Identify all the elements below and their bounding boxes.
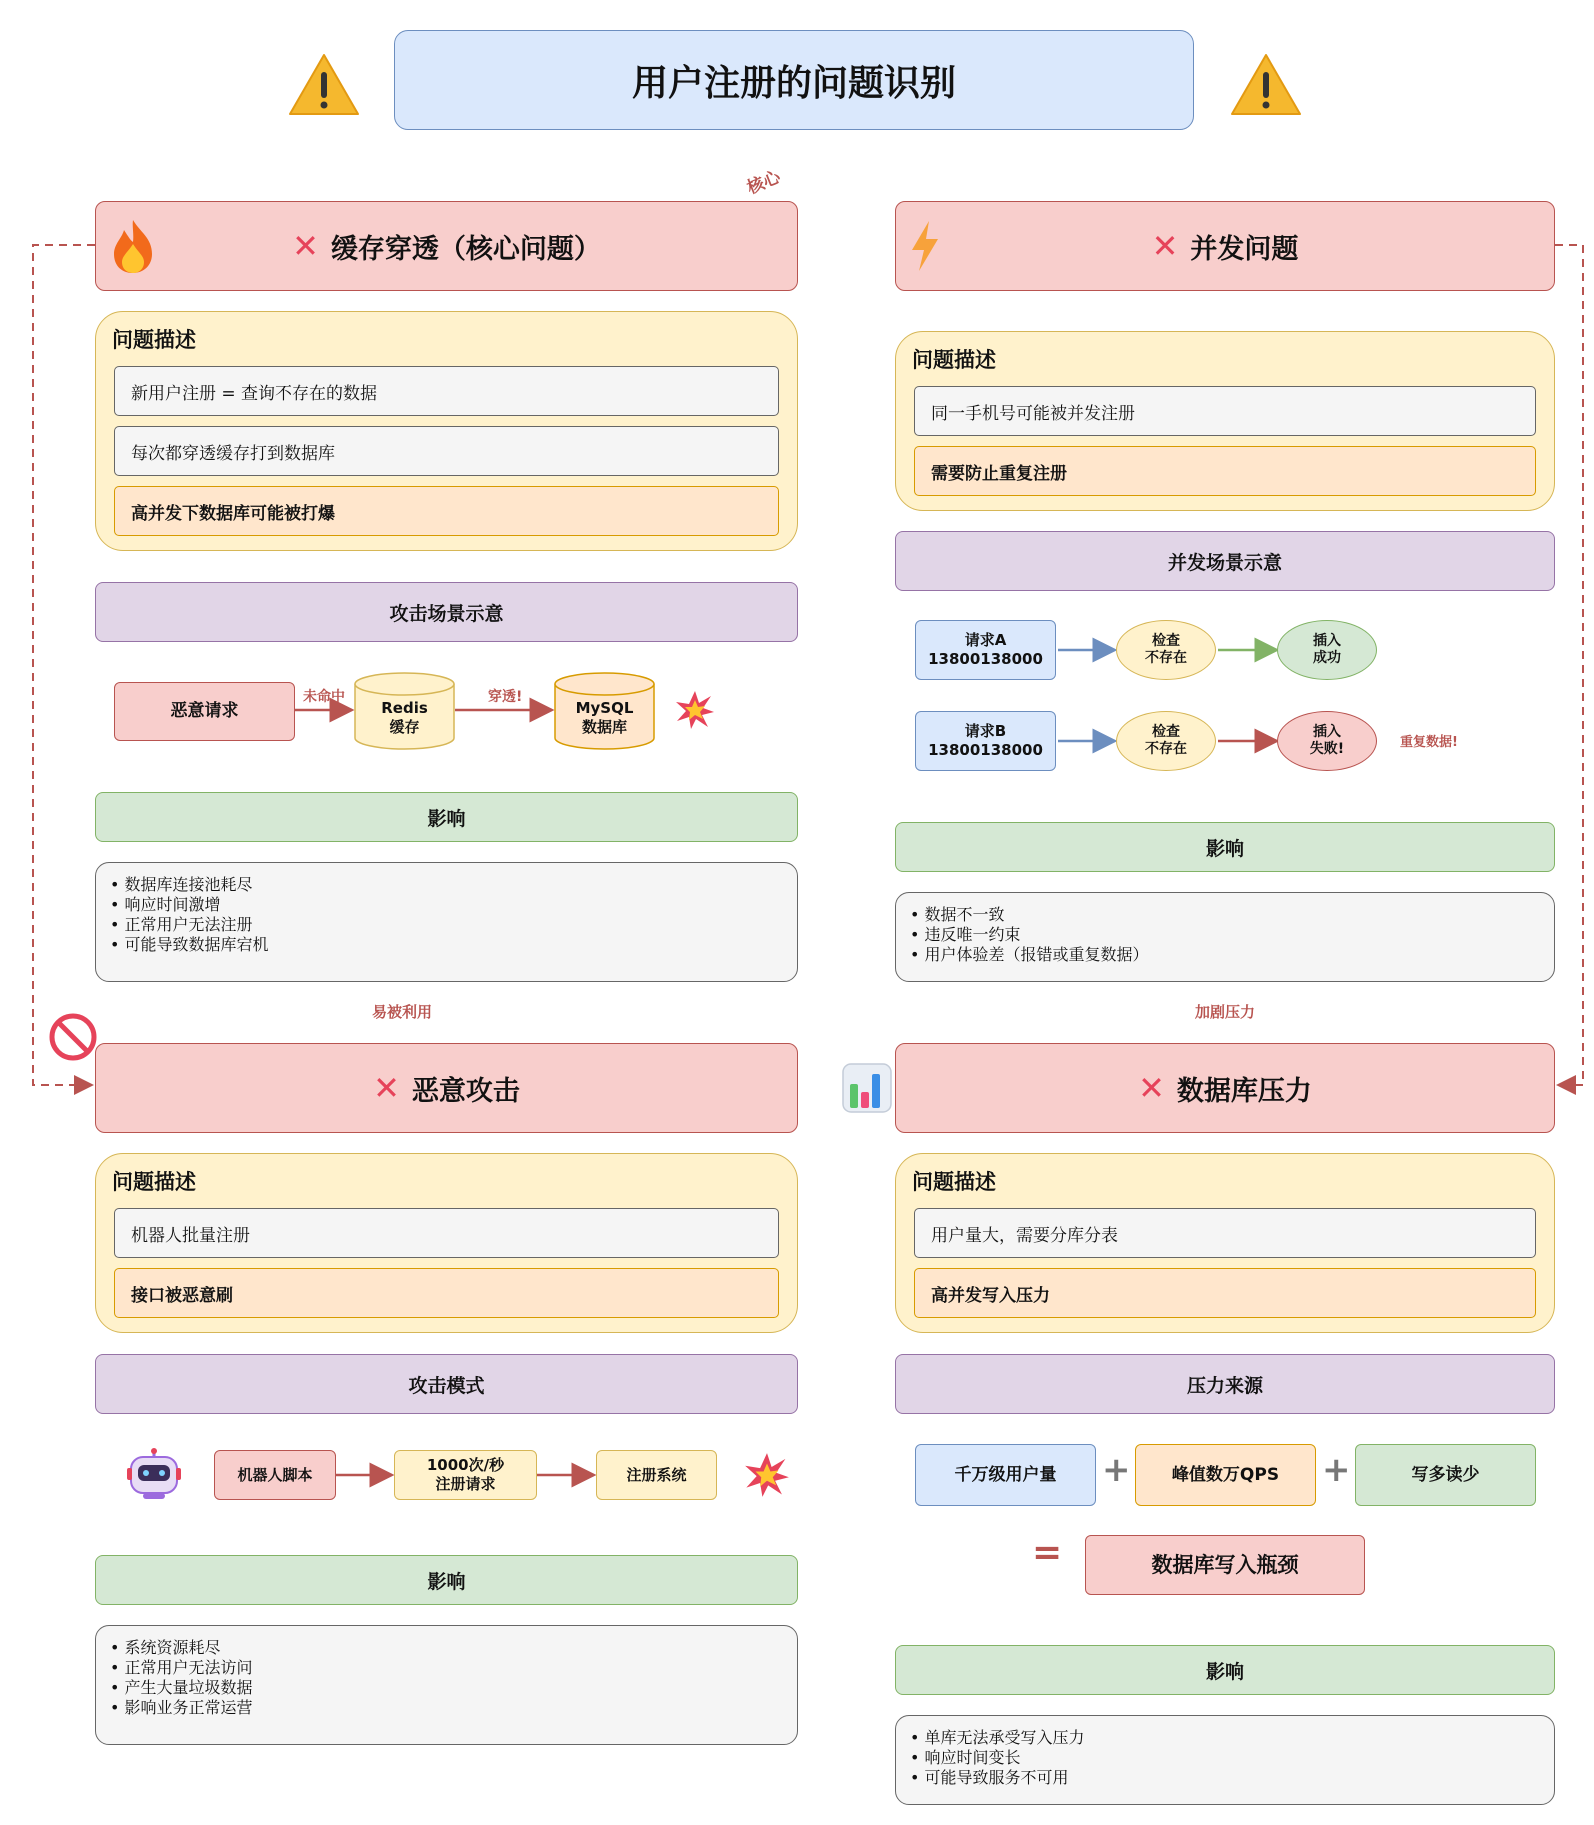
source-write-heavy-node: 写多读少 [1355, 1444, 1536, 1506]
source-qps-node: 峰值数万QPS [1135, 1444, 1316, 1506]
impact-item: • 影响业务正常运营 [110, 1698, 783, 1718]
impact-item: • 正常用户无法注册 [110, 915, 783, 935]
request-b-phone: 13800138000 [928, 741, 1043, 759]
insert-label: 插入 [1312, 724, 1341, 740]
db-title: 数据库压力 [1176, 1075, 1312, 1107]
attack-mode-title: 攻击模式 [95, 1354, 798, 1414]
lightning-icon [910, 220, 940, 272]
register-system-node: 注册系统 [596, 1450, 717, 1500]
request-rate-node [394, 1450, 537, 1500]
concurrency-impact-list [895, 892, 1555, 982]
desc-title: 问题描述 [112, 328, 196, 352]
desc-item: 高并发写入压力 [914, 1268, 1536, 1318]
desc-title: 问题描述 [112, 1170, 196, 1194]
rate-line1: 1000次/秒 [426, 1456, 505, 1474]
cross-icon: ✕ [1151, 227, 1179, 265]
fire-icon [110, 218, 156, 274]
request-b-node [915, 711, 1056, 771]
attack-title: 恶意攻击 [411, 1075, 520, 1107]
concurrency-header [895, 201, 1555, 291]
redis-line1: Redis [381, 699, 428, 717]
link-label-left: 易被利用 [372, 1003, 433, 1021]
impact-item: • 数据不一致 [910, 905, 1540, 925]
warning-icon [1230, 52, 1302, 118]
mysql-line1: MySQL [575, 699, 634, 717]
impact-item: • 用户体验差（报错或重复数据） [910, 945, 1540, 965]
robot-icon [127, 1448, 181, 1500]
desc-title: 问题描述 [912, 348, 996, 372]
link-label-right: 加剧压力 [1195, 1003, 1256, 1021]
success-label: 成功 [1313, 650, 1341, 666]
redis-cache-cylinder [354, 672, 455, 750]
request-a-label: 请求A [964, 631, 1007, 649]
cache-impact-list [95, 862, 798, 982]
mysql-label [554, 696, 655, 740]
concurrency-title: 并发问题 [1190, 233, 1299, 265]
request-b-label: 请求B [964, 722, 1007, 740]
mysql-line2: 数据库 [581, 718, 627, 736]
cache-description [95, 311, 798, 551]
cross-icon: ✕ [1138, 1069, 1165, 1107]
attack-impact-title: 影响 [95, 1555, 798, 1605]
malicious-request-node: 恶意请求 [114, 682, 295, 741]
equals-sign: = [1032, 1532, 1063, 1573]
impact-item: • 单库无法承受写入压力 [910, 1728, 1540, 1748]
impact-item: • 可能导致服务不可用 [910, 1768, 1540, 1788]
desc-item: 新用户注册 = 查询不存在的数据 [114, 366, 779, 416]
fail-label: 失败! [1309, 741, 1345, 757]
desc-item: 用户量大，需要分库分表 [914, 1208, 1536, 1258]
desc-item: 高并发下数据库可能被打爆 [114, 486, 779, 536]
miss-label: 未命中 [303, 689, 345, 705]
cross-icon: ✕ [373, 1069, 400, 1107]
attack-description [95, 1153, 798, 1333]
cache-title: 缓存穿透（核心问题） [330, 233, 601, 265]
warning-icon [288, 52, 360, 118]
no-entry-icon [48, 1012, 98, 1062]
attack-header [95, 1043, 798, 1133]
page-title: 用户注册的问题识别 [394, 30, 1194, 130]
duplicate-data-label: 重复数据! [1400, 735, 1458, 750]
cross-icon: ✕ [292, 227, 319, 265]
rate-line2: 注册请求 [435, 1475, 496, 1493]
db-impact-title: 影响 [895, 1645, 1555, 1695]
redis-label [354, 696, 455, 740]
concurrency-description [895, 331, 1555, 511]
core-tag: 核心 [744, 167, 784, 199]
impact-item: • 正常用户无法访问 [110, 1658, 783, 1678]
request-a-node [915, 620, 1056, 680]
source-users-node: 千万级用户量 [915, 1444, 1096, 1506]
desc-item: 机器人批量注册 [114, 1208, 779, 1258]
check-label: 不存在 [1145, 741, 1187, 757]
check-node-a [1116, 620, 1216, 680]
db-header [895, 1043, 1555, 1133]
redis-line2: 缓存 [389, 718, 420, 736]
penetrate-label: 穿透! [488, 689, 523, 705]
desc-item: 接口被恶意刷 [114, 1268, 779, 1318]
robot-script-node: 机器人脚本 [214, 1450, 336, 1500]
attack-impact-list [95, 1625, 798, 1745]
impact-item: • 系统资源耗尽 [110, 1638, 783, 1658]
plus-sign: + [1102, 1450, 1131, 1490]
dashed-connector-right [1555, 245, 1583, 1085]
pressure-source-title: 压力来源 [895, 1354, 1555, 1414]
impact-item: • 数据库连接池耗尽 [110, 875, 783, 895]
db-description [895, 1153, 1555, 1333]
desc-item: 同一手机号可能被并发注册 [914, 386, 1536, 436]
check-node-b [1116, 711, 1216, 771]
desc-title: 问题描述 [912, 1170, 996, 1194]
insert-label: 插入 [1313, 633, 1341, 649]
bar-chart-icon [842, 1062, 892, 1114]
desc-item: 需要防止重复注册 [914, 446, 1536, 496]
insert-fail-node [1277, 711, 1377, 771]
impact-item: • 响应时间激增 [110, 895, 783, 915]
cache-scene-title: 攻击场景示意 [95, 582, 798, 642]
plus-sign: + [1322, 1450, 1351, 1490]
check-label: 不存在 [1145, 650, 1187, 666]
db-bottleneck-node: 数据库写入瓶颈 [1085, 1535, 1365, 1595]
request-a-phone: 13800138000 [928, 650, 1043, 668]
impact-item: • 违反唯一约束 [910, 925, 1540, 945]
desc-item: 每次都穿透缓存打到数据库 [114, 426, 779, 476]
concurrency-impact-title: 影响 [895, 822, 1555, 872]
impact-item: • 可能导致数据库宕机 [110, 935, 783, 955]
impact-item: • 产生大量垃圾数据 [110, 1678, 783, 1698]
explosion-icon [744, 1452, 790, 1498]
mysql-db-cylinder [554, 672, 655, 750]
dashed-connector-left [33, 245, 95, 1085]
insert-success-node [1277, 620, 1377, 680]
cache-impact-title: 影响 [95, 792, 798, 842]
check-label: 检查 [1152, 724, 1180, 740]
concurrency-scene-title: 并发场景示意 [895, 531, 1555, 591]
impact-item: • 响应时间变长 [910, 1748, 1540, 1768]
explosion-icon [675, 690, 715, 730]
cache-header [95, 201, 798, 291]
check-label: 检查 [1152, 633, 1180, 649]
db-impact-list [895, 1715, 1555, 1805]
